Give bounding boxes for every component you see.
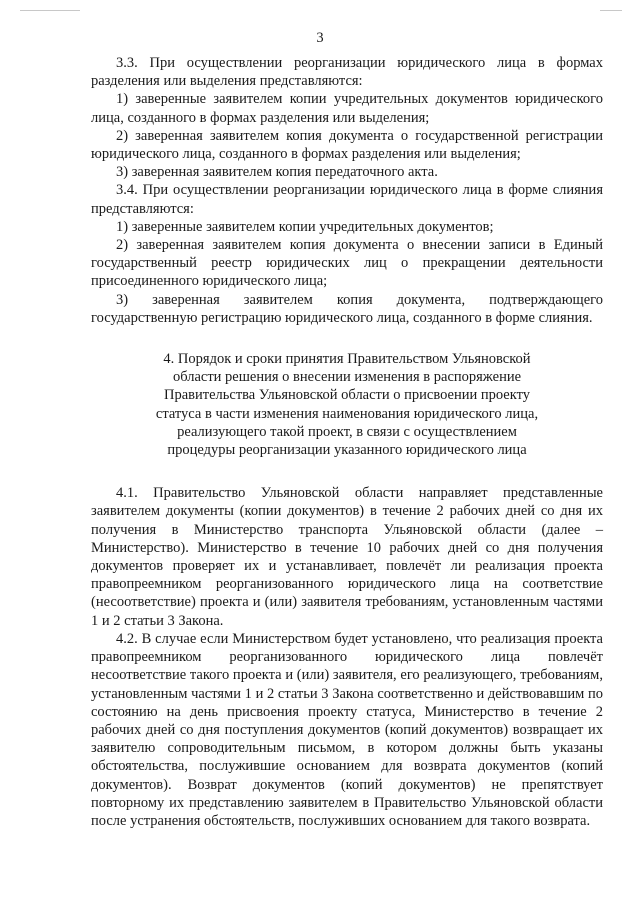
heading-line: Правительства Ульяновской области о присвоении проекту <box>164 387 530 404</box>
clause-3-3-item-2: 2) заверенная заявителем копия документа о государственной регистрации юридического лица, созданного в формах разделения или выделения; <box>91 127 603 163</box>
clause-3-4-item-3: 3) заверенная заявителем копия документа, подтверждающего государственную регистрацию юридического лица, созданного в форме слияния. <box>91 291 603 326</box>
scan-edge-mark <box>600 10 622 11</box>
scan-edge-mark <box>20 10 80 11</box>
clause-4-2: 4.2. В случае если Министерством будет установлено, что реализация проекта правопреемником реорганизованного юридического лица повлечёт несоответствие такого проекта и (или) заявителя, его реализующего, требованиям, установленным частями 1 и 2 статьи 3 Закона соответственно и действовавшим по состоянию на день присвоения проекту статуса, Министерство в течение 2 рабочих дней со дня поступления документов (копий документов) возвращает их заявителю сопроводительным письмом, в котором должны быть указаны обстоятельства, послужившие основанием для возврата документов (копий документов). Возврат документов (копий документов) не препятствует повторному их представлению заявителем в Правительство Ульяновской области после устранения обстоятельств, послуживших основанием для такого возврата. <box>91 630 603 829</box>
page-number: 3 <box>316 30 324 46</box>
clause-4-1: 4.1. Правительство Ульяновской области направляет представленные заявителем документы (копии документов) в течение 2 рабочих дней со дня их получения в Министерство транспорта Ульяновской области (далее – Министерство). Министерство в течение 10 рабочих дней со дня получения документов проверяет их и устанавливает, повлечёт ли реализация проекта правопреемником реорганизованного юридического лица на соответствие (несоответствие) проекта и (или) заявителя требованиям, установленным частями 1 и 2 статьи 3 Закона. <box>91 485 603 629</box>
section-4-heading <box>111 350 583 459</box>
clause-3-3: 3.3. При осуществлении реорганизации юридического лица в формах разделения или выделения представляются: <box>91 55 603 90</box>
clause-3-4-item-2: 2) заверенная заявителем копия документа о внесении записи в Единый государственный реестр юридических лиц о прекращении деятельности присоединенного юридического лица; <box>91 237 603 290</box>
heading-line: 4. Порядок и сроки принятия Правительством Ульяновской <box>163 351 531 368</box>
heading-line: реализующего такой проект, в связи с осуществлением <box>177 423 517 440</box>
clause-3-4-item-1: 1) заверенные заявителем копии учредительных документов; <box>116 218 494 235</box>
document-body <box>91 54 603 830</box>
heading-line: процедуры реорганизации указанного юридического лица <box>167 442 527 459</box>
clause-3-4: 3.4. При осуществлении реорганизации юридического лица в форме слияния представляются: <box>91 182 603 217</box>
clause-3-3-item-1: 1) заверенные заявителем копии учредительных документов юридического лица, созданного в формах разделения или выделения; <box>91 91 603 126</box>
clause-3-3-item-3: 3) заверенная заявителем копия передаточного акта. <box>116 164 438 181</box>
heading-line: области решения о внесении изменения в распоряжение <box>172 369 522 386</box>
heading-line: статуса в части изменения наименования юридического лица, <box>155 405 539 422</box>
